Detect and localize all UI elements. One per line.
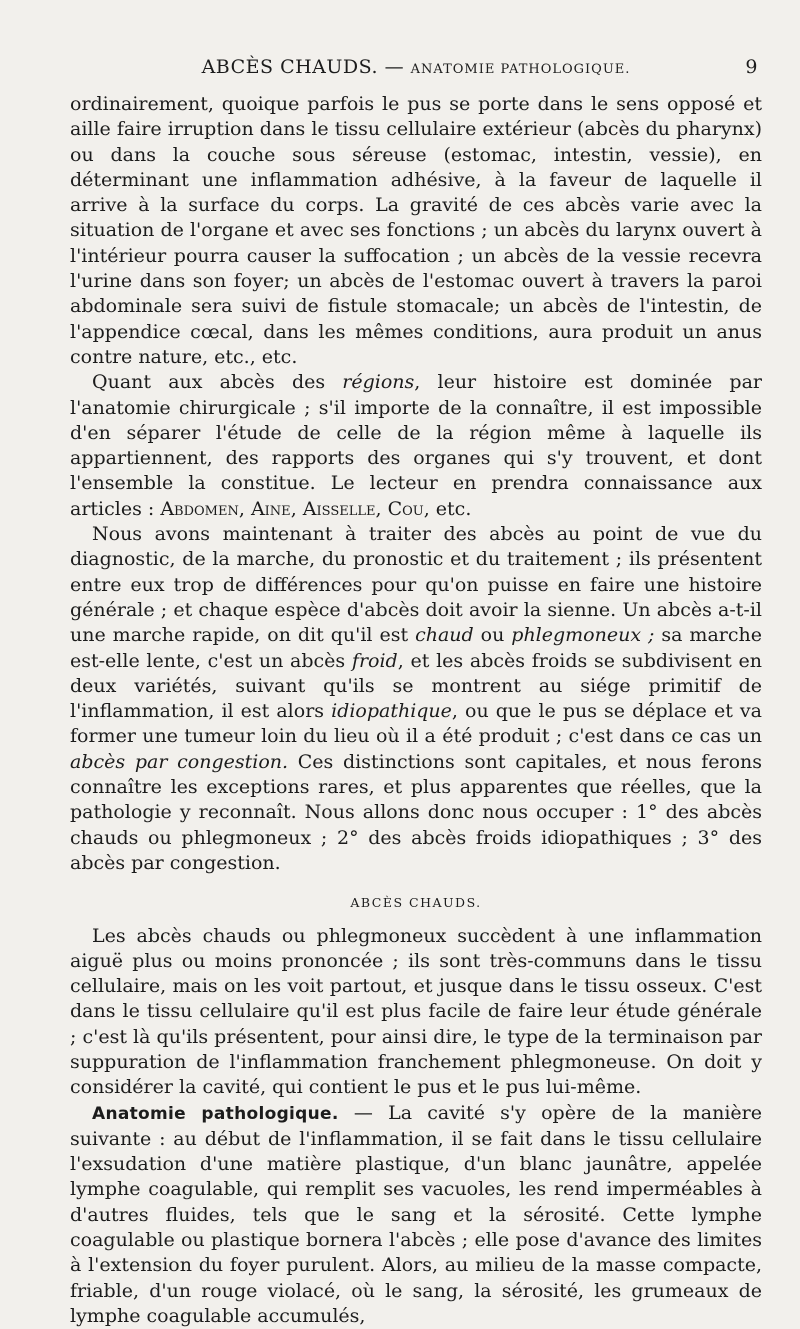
- italic-run: froid: [351, 649, 398, 672]
- running-head-title: ABCÈS CHAUDS.: [201, 56, 379, 78]
- text-run: , etc.: [423, 497, 472, 520]
- text-run: ,: [238, 497, 251, 520]
- paragraph-2: [70, 370, 762, 522]
- text-run: sa marche est-elle lente, c'est un abcès: [70, 624, 762, 672]
- running-head-dash: —: [384, 56, 405, 78]
- article-ref-abdomen: Abdomen: [160, 497, 239, 520]
- paragraph-1: ordinairement, quoique parfois le pus se porte dans le sens opposé et aille faire irruption dans le tissu cellulaire extérieur (abcès du pharynx) ou dans la couche sous séreuse (estomac, intestin, vessie), en déterminant une inflammation adhésive, à la faveur de laquelle il arrive à la surface du corps. La gravité de ces abcès varie avec la situation de l'organe et avec ses fonctions ; un abcès du larynx ouvert à l'intérieur pourra causer la suffocation ; un abcès de la vessie recevra l'urine dans son foyer; un abcès de l'estomac ouvert à travers la paroi abdominale sera suivi de fistule stomacale; un abcès de l'intestin, de l'appendice cœcal, dans les mêmes conditions, aura produit un anus contre nature, etc., etc.: [70, 93, 762, 368]
- running-head-subtitle: ANATOMIE PATHOLOGIQUE.: [410, 62, 631, 77]
- text-run: , ou que le pus se déplace et va former une tumeur loin du lieu où il a été produit ; c'est dans ce cas un: [70, 700, 762, 748]
- text-run: Nous avons maintenant à traiter des abcès au point de vue du diagnostic, de la marche, du pronostic et du traitement ; ils présentent entre eux trop de différences pour qu'on puisse en faire une histoire générale ; et chaque espèce d'abcès doit avoir la sienne. Un abcès a-t-il une marche rapide, on dit qu'il est: [70, 523, 762, 647]
- text-run: — La cavité s'y opère de la manière suivante : au début de l'inflammation, il se fait dans le tissu cellulaire l'exsudation d'une matière plastique, d'un blanc jaunâtre, appelée lymphe coagulable, qui remplit ses vacuoles, les rend imperméables à d'autres fluides, tels que le sang et la sérosité. Cette lymphe coagulable ou plastique bornera l'abcès ; elle pose d'avance des limites à l'extension du foyer purulent. Alors, au milieu de la masse compacte, friable, d'un rouge violacé, où le sang, la sérosité, les grumeaux de lymphe coagulable accumulés,: [70, 1101, 763, 1327]
- italic-run: régions: [342, 371, 415, 394]
- text-run: ou: [473, 624, 512, 647]
- article-ref-cou: Cou: [387, 497, 424, 520]
- text-run: ,: [290, 497, 303, 520]
- paragraph-3: [70, 522, 762, 876]
- italic-run: abcès par congestion.: [70, 750, 289, 773]
- italic-run: idiopathique: [331, 700, 452, 723]
- running-head: [70, 56, 762, 92]
- italic-run: phlegmoneux ;: [511, 624, 655, 647]
- text-run: ,: [375, 497, 388, 520]
- article-ref-aine: Aine: [250, 497, 291, 520]
- text-run: , et les abcès froids se subdivisent en deux variétés, suivant qu'ils se montrent au siége primitif de l'inflammation, il est alors: [70, 649, 762, 723]
- paragraph-4: Les abcès chauds ou phlegmoneux succèdent à une inflammation aiguë plus ou moins prononcée ; ils sont très-communs dans le tissu cellulaire, mais on les voit partout, et jusque dans le tissu osseux. C'est dans le tissu cellulaire qu'il est plus facile de faire leur étude générale ; c'est là qu'ils présentent, pour ainsi dire, le type de la terminaison par suppuration de l'inflammation franchement phlegmoneuse. On doit y considérer la cavité, qui contient le pus et le pus lui-même.: [70, 924, 762, 1099]
- text-run: Ces distinctions sont capitales, et nous ferons connaître les exceptions rares, et plus apparentes que réelles, que la pathologie y reconnaît. Nous allons donc nous occuper : 1° des abcès chauds ou phlegmoneux ; 2° des abcès froids idiopathiques ; 3° des abcès par congestion.: [70, 750, 762, 874]
- subsection-heading: Anatomie pathologique.: [92, 1103, 339, 1124]
- paragraph-5: [70, 1101, 762, 1329]
- page-number: 9: [745, 56, 758, 78]
- section-title: ABCÈS CHAUDS.: [350, 895, 482, 911]
- text-run: Quant aux abcès des: [92, 371, 343, 394]
- article-ref-aisselle: Aisselle: [302, 497, 376, 520]
- italic-run: chaud: [415, 624, 474, 647]
- text-run: , leur histoire est dominée par l'anatomie chirurgicale ; s'il importe de la connaître, il est impossible d'en séparer l'étude de celle de la région même à laquelle ils appartiennent, des rapports des organes qui s'y trouvent, et dont l'ensemble la constitue. Le lecteur en prendra connaissance aux articles :: [70, 371, 762, 520]
- page-body: [70, 92, 762, 1329]
